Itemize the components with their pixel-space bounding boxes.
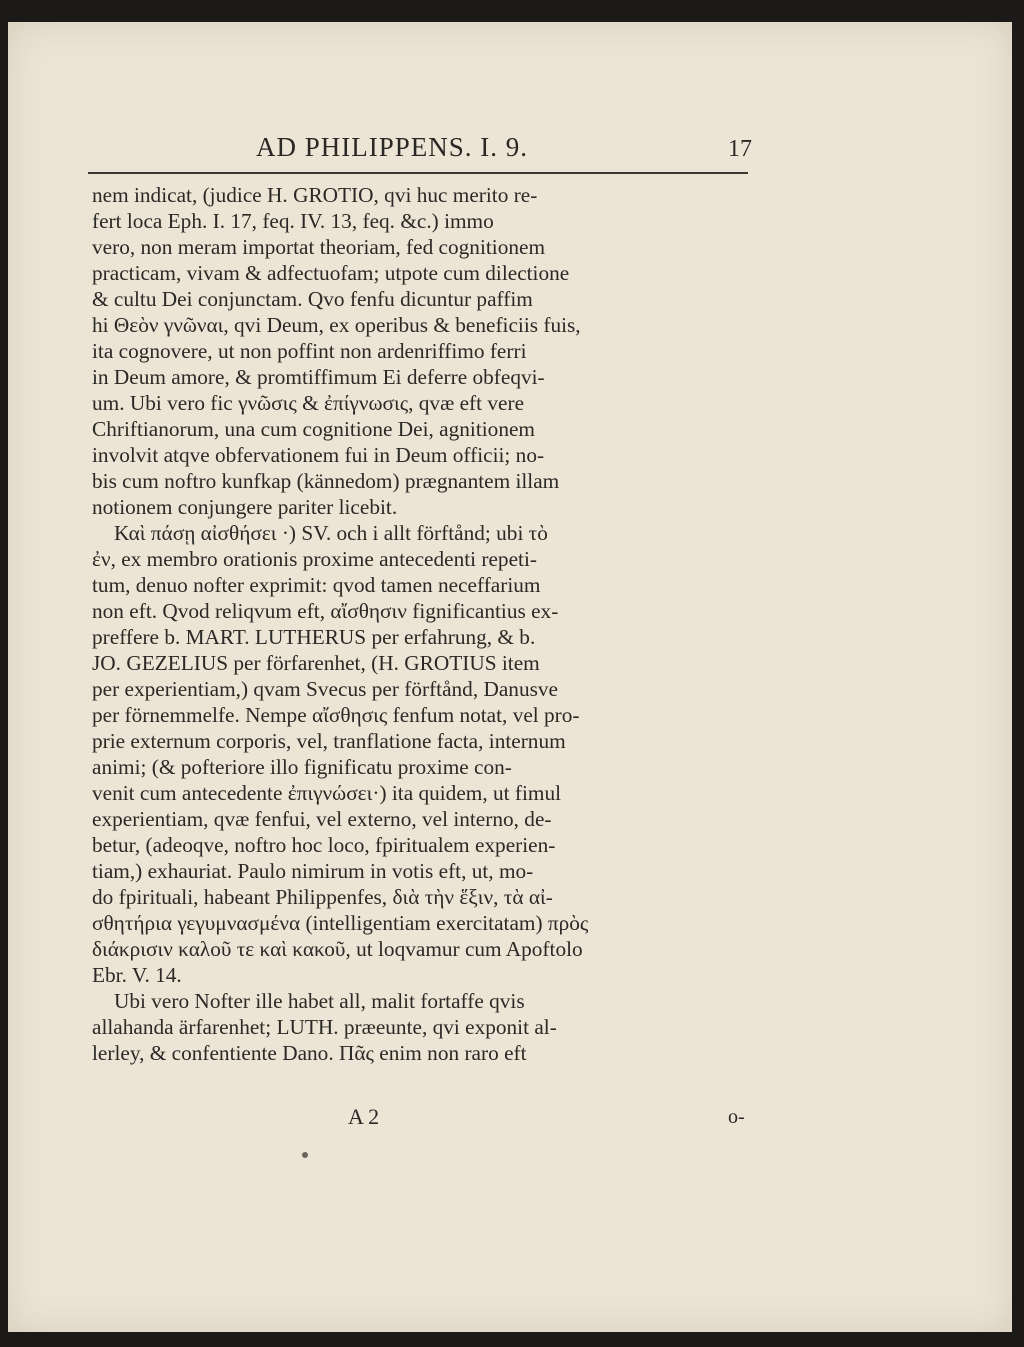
text-line: do fpirituali, habeant Philippenfes, διὰ τὴν ἕξιν, τὰ αἰ- — [92, 885, 553, 909]
header-rule — [88, 172, 748, 174]
text-line: ita cognovere, ut non poffint non ardenriffimo ferri — [92, 339, 527, 363]
text-line: allahanda ärfarenhet; LUTH. præeunte, qvi exponit al- — [92, 1015, 557, 1039]
text-line: non eft. Qvod reliqvum eft, αἴσθησιν fignificantius ex- — [92, 599, 559, 623]
text-line: Ubi vero Nofter ille habet all, malit fortaffe qvis — [114, 989, 525, 1013]
ink-dot — [302, 1152, 308, 1158]
text-line: per experientiam,) qvam Svecus per förftånd, Danusve — [92, 677, 558, 701]
text-line: bis cum noftro kunfkap (kännedom) prægnantem illam — [92, 469, 560, 493]
text-line: vero, non meram importat theoriam, fed cognitionem — [92, 235, 546, 259]
text-line: venit cum antecedente ἐπιγνώσει·) ita quidem, ut fimul — [92, 781, 562, 805]
book-page — [8, 22, 1012, 1332]
text-line: nem indicat, (judice H. GROTIO, qvi huc merito re- — [92, 183, 538, 207]
text-line: lerley, & confentiente Dano. Πᾶς enim non raro eft — [92, 1041, 527, 1065]
text-line: practicam, vivam & adfectuofam; utpote cum dilectione — [92, 261, 570, 285]
page-number: 17 — [728, 136, 752, 162]
page-header — [8, 132, 1012, 178]
text-line: notionem conjungere pariter licebit. — [92, 495, 398, 519]
text-line: betur, (adeoqve, noftro hoc loco, fpiritualem experien- — [92, 833, 556, 857]
page-footer — [8, 1104, 1012, 1134]
text-line: hi Θεὸν γνῶναι, qvi Deum, ex operibus & beneficiis fuis, — [92, 313, 581, 337]
text-line: per förnemmelfe. Nempe αἴσθησις fenfum notat, vel pro- — [92, 703, 580, 727]
text-line: ἐν, ex membro orationis proxime antecedenti repeti- — [92, 547, 537, 571]
text-line: tiam,) exhauriat. Paulo nimirum in votis eft, ut, mo- — [92, 859, 534, 883]
text-line: involvit atqve obfervationem fui in Deum officii; no- — [92, 443, 545, 467]
text-line: Chriftianorum, una cum cognitione Dei, agnitionem — [92, 417, 535, 441]
text-line: um. Ubi vero fic γνῶσις & ἐπίγνωσις, qvæ eft vere — [92, 391, 525, 415]
catchword: o- — [728, 1106, 745, 1128]
text-line: prie externum corporis, vel, tranflatione facta, internum — [92, 729, 566, 753]
text-line: Ebr. V. 14. — [92, 963, 182, 987]
text-line: σθητήρια γεγυμνασμένα (intelligentiam exercitatam) πρὸς — [92, 911, 589, 935]
text-line: preffere b. MART. LUTHERUS per erfahrung, & b. — [92, 625, 536, 649]
text-line: & cultu Dei conjunctam. Qvo fenfu dicuntur paffim — [92, 287, 533, 311]
text-line: JO. GEZELIUS per förfarenhet, (H. GROTIUS item — [92, 651, 540, 675]
signature-mark: A 2 — [348, 1104, 380, 1129]
text-line: experientiam, qvæ fenfui, vel externo, vel interno, de- — [92, 807, 552, 831]
text-line: Καὶ πάσῃ αἰσθήσει ·) SV. och i allt förftånd; ubi τὸ — [114, 521, 548, 545]
text-line: animi; (& pofteriore illo fignificatu proxime con- — [92, 755, 512, 779]
text-line: tum, denuo nofter exprimit: qvod tamen neceffarium — [92, 573, 541, 597]
text-line: διάκρισιν καλοῦ τε καὶ κακοῦ, ut loqvamur cum Apoftolo — [92, 937, 583, 961]
text-line: in Deum amore, & promtiffimum Ei deferre obfeqvi- — [92, 365, 545, 389]
body-text — [92, 182, 762, 1066]
running-title: AD PHILIPPENS. I. 9. — [256, 132, 529, 162]
text-line: fert loca Eph. I. 17, feq. IV. 13, feq. &c.) immo — [92, 209, 494, 233]
